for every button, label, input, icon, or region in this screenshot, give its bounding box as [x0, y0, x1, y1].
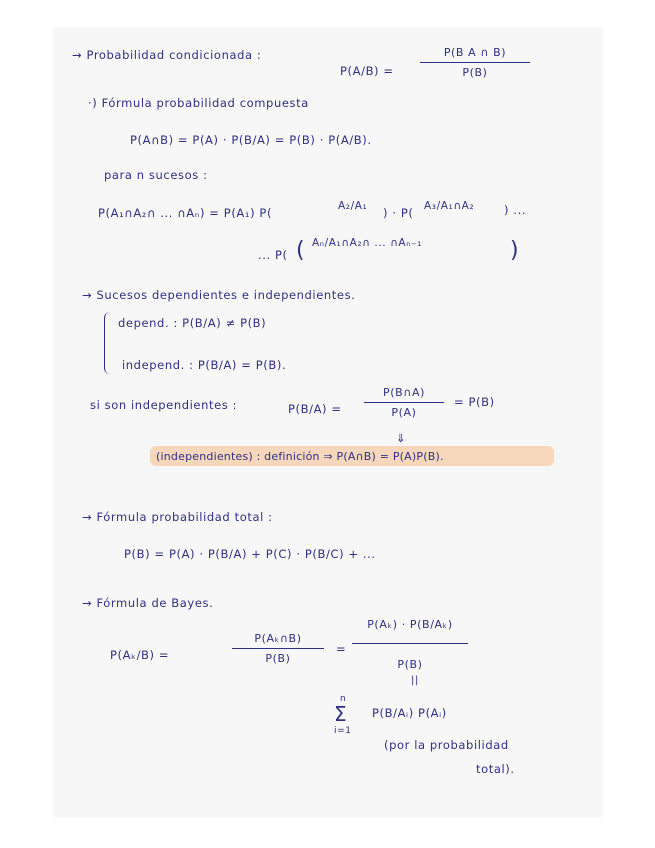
sum-symbol: Σ	[334, 702, 348, 726]
n-events-continuation: ... P(	[258, 248, 288, 262]
total-probability-equation: P(B) = P(A) · P(B/A) + P(C) · P(B/C) + ...	[124, 547, 376, 561]
bayes-fraction-1	[232, 632, 324, 665]
bayes-numerator-2: P(Aₖ) · P(B/Aₖ)	[367, 618, 453, 631]
paren-left: (	[296, 238, 305, 263]
fraction-bar	[352, 643, 468, 644]
bayes-note-line-1: (por la probabilidad	[384, 738, 509, 752]
bayes-equals: =	[336, 642, 347, 656]
if-independent-text: si son independientes :	[90, 398, 238, 412]
conditional-denominator: P(B)	[462, 66, 488, 79]
n-events-equation-start: P(A₁∩A₂∩ ... ∩Aₙ) = P(A₁) P(	[98, 206, 273, 220]
heading-compound-probability: ·) Fórmula probabilidad compuesta	[88, 96, 309, 110]
heading-dependent-independent: → Sucesos dependientes e independientes.	[82, 288, 356, 302]
n-events-frac-1: A₂/A₁	[338, 200, 368, 212]
conditional-fraction	[420, 46, 530, 79]
sum-lower-index: i=1	[334, 726, 352, 736]
independence-definition-highlighted: (independientes) : definición ⇒ P(A∩B) = P(A)P(B).	[156, 450, 444, 463]
bayes-lhs: P(Aₖ/B) =	[110, 648, 170, 662]
bayes-denominator-1: P(B)	[265, 652, 291, 665]
independent-denominator: P(A)	[391, 406, 417, 419]
conditional-numerator: P(B A ∩ B)	[443, 46, 507, 59]
paren-right: )	[510, 238, 519, 263]
n-events-frac-2: A₃/A₁∩A₂	[424, 200, 475, 212]
heading-bayes-formula: → Fórmula de Bayes.	[82, 596, 214, 610]
n-events-text: para n sucesos :	[104, 168, 208, 182]
heading-conditional-probability: → Probabilidad condicionada :	[72, 48, 262, 62]
independent-definition: independ. : P(B/A) = P(B).	[122, 358, 287, 372]
independent-lhs: P(B/A) =	[288, 402, 342, 416]
brace	[104, 312, 113, 374]
sum-upper-index: n	[340, 694, 347, 704]
implies-arrow: ⇓	[396, 431, 407, 445]
bayes-denominator-2: P(B)	[397, 658, 423, 671]
fraction-bar	[364, 402, 444, 403]
dependent-definition: depend. : P(B/A) ≠ P(B)	[118, 316, 267, 330]
n-events-mid: ) · P(	[383, 206, 414, 220]
equals-vertical: ||	[411, 675, 419, 686]
fraction-bar	[232, 648, 324, 649]
independent-fraction	[364, 386, 444, 419]
fraction-bar	[420, 62, 530, 63]
heading-total-probability: → Fórmula probabilidad total :	[82, 510, 273, 524]
sum-term: P(B/Aᵢ) P(Aᵢ)	[372, 706, 447, 720]
compound-equation: P(A∩B) = P(A) · P(B/A) = P(B) · P(A/B).	[130, 133, 372, 147]
bayes-fraction-2	[352, 618, 468, 671]
bayes-note-line-2: total).	[476, 762, 515, 776]
independent-rhs: = P(B)	[454, 395, 495, 409]
bayes-numerator-1: P(Aₖ∩B)	[254, 632, 302, 645]
n-events-end: ) ...	[504, 203, 527, 217]
independent-numerator: P(B∩A)	[383, 386, 425, 399]
n-events-last-frac: Aₙ/A₁∩A₂∩ ... ∩Aₙ₋₁	[312, 237, 422, 249]
conditional-lhs: P(A/B) =	[340, 64, 394, 78]
